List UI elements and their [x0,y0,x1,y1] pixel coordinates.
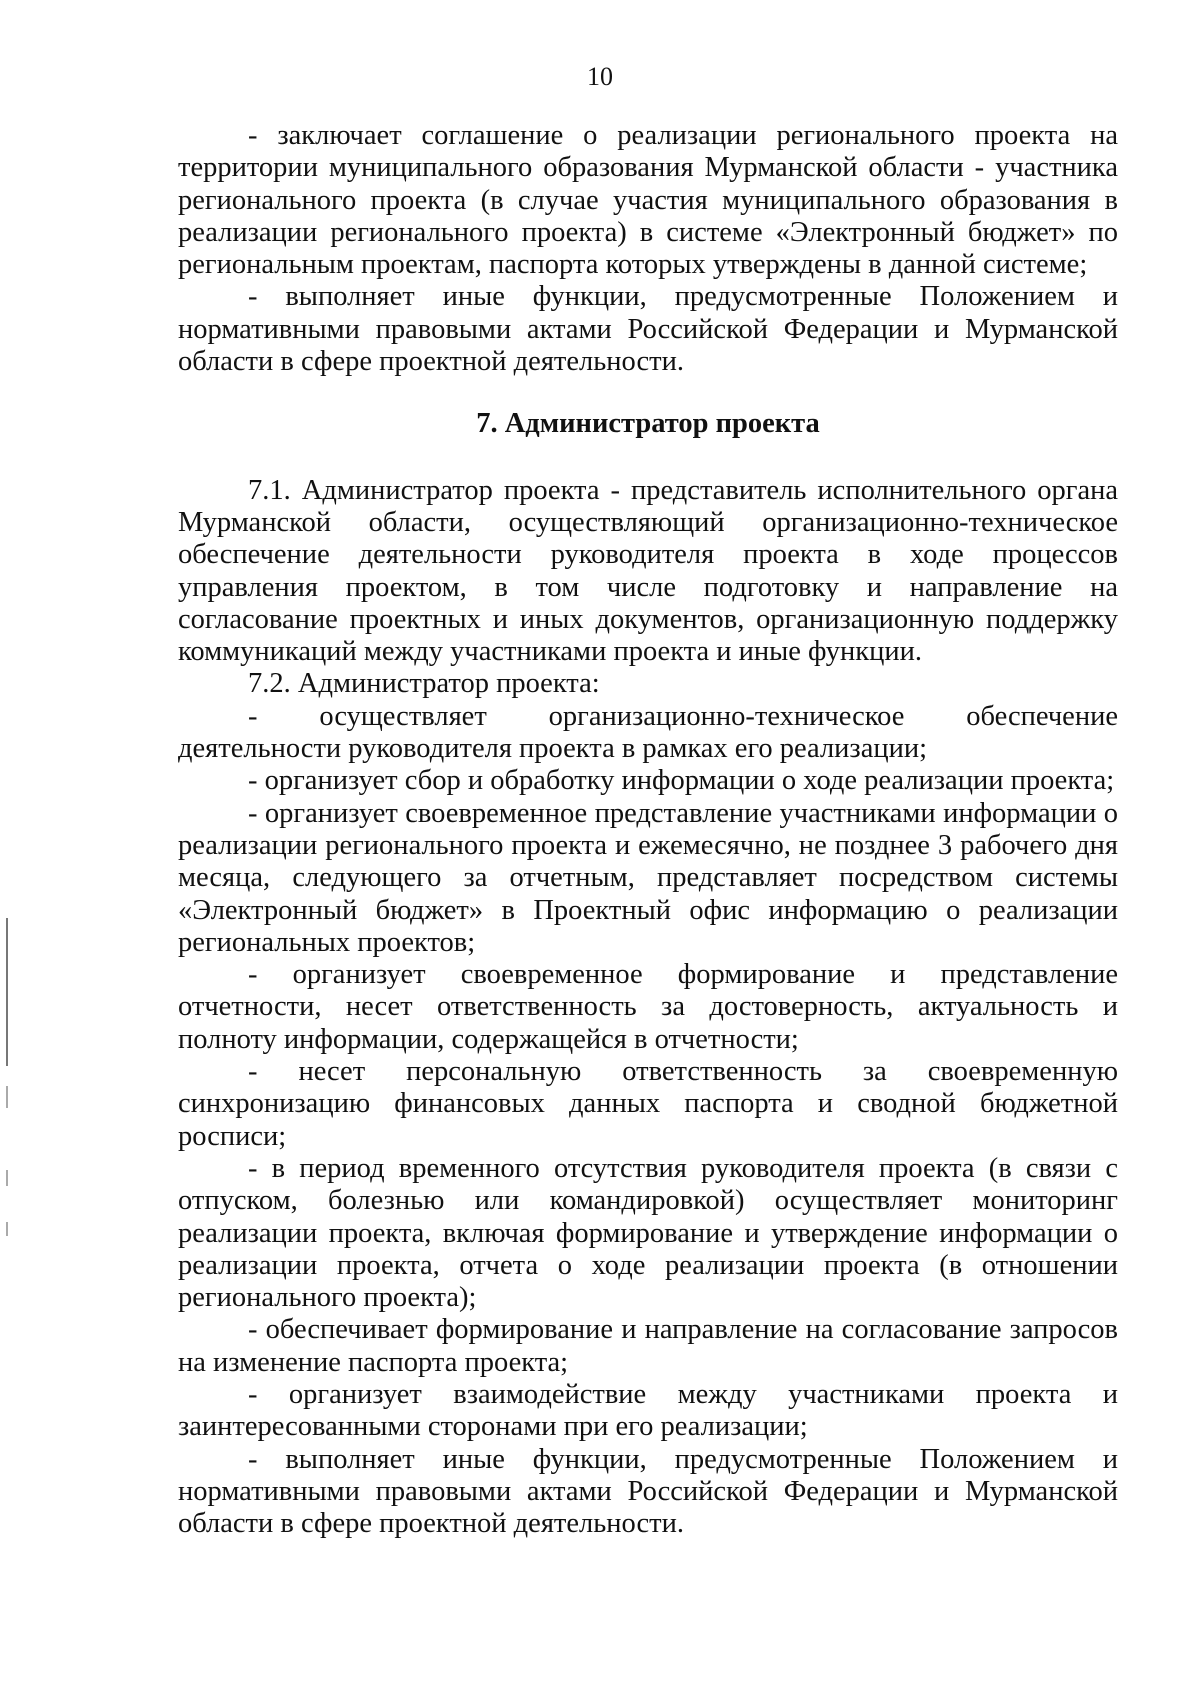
scan-edge-mark [6,1222,8,1236]
intro-paragraph-2: - выполняет иные функции, предусмотренные Положением и нормативными правовыми актами Российской Федерации и Мурманской области в сфере проектной деятельности. [178,281,1118,378]
section-paragraph-7-1: 7.1. Администратор проекта - представитель исполнительного органа Мурманской области, осуществляющий организационно-техническое обеспечение деятельности руководителя проекта в ходе процессов управления проектом, в том числе подготовку и направление на согласование проектных и иных документов, организационную поддержку коммуникаций между участниками проекта и иные функции. [178,474,1118,668]
duty-item: - в период временного отсутствия руководителя проекта (в связи с отпуском, болезнью или командировкой) осуществляет мониторинг реализации проекта, включая формирование и утверждение информации о реализации проекта, отчета о ходе реализации проекта (в отношении регионального проекта); [178,1152,1118,1314]
section-paragraph-7-2: 7.2. Администратор проекта: [248,668,600,700]
duty-item: - организует своевременное представление участниками информации о реализации регионального проекта и ежемесячно, не позднее 3 рабочего дня месяца, следующего за отчетным, представляет посредством системы «Электронный бюджет» в Проектный офис информацию о реализации региональных проектов; [178,797,1118,958]
duty-item: - несет персональную ответственность за своевременную синхронизацию финансовых данных паспорта и сводной бюджетной росписи; [178,1056,1118,1152]
duty-item: - обеспечивает формирование и направление на согласование запросов на изменение паспорта проекта; [178,1314,1118,1378]
scan-edge-mark [6,1086,8,1108]
scan-edge-mark [6,1170,8,1186]
scan-edge-mark [6,918,8,1066]
duty-item: - организует своевременное формирование и представление отчетности, несет ответственность за достоверность, актуальность и полноту информации, содержащейся в отчетности; [178,959,1118,1055]
intro-paragraph-1: - заключает соглашение о реализации регионального проекта на территории муниципального образования Мурманской области - участника регионального проекта (в случае участия муниципального образования в реализации регионального проекта) в системе «Электронный бюджет» по региональным проектам, паспорта которых утверждены в данной системе; [178,120,1118,281]
section-heading: 7. Администратор проекта [476,408,820,440]
document-body [178,120,1118,1540]
page-number: 10 [587,62,613,91]
duty-item: - выполняет иные функции, предусмотренные Положением и нормативными правовыми актами Российской Федерации и Мурманской области в сфере проектной деятельности. [178,1443,1118,1540]
duty-item: - осуществляет организационно-техническое обеспечение деятельности руководителя проекта в рамках его реализации; [178,700,1118,765]
duty-item: - организует сбор и обработку информации о ходе реализации проекта; [248,765,1115,797]
duty-item: - организует взаимодействие между участниками проекта и заинтересованными сторонами при его реализации; [178,1378,1118,1443]
